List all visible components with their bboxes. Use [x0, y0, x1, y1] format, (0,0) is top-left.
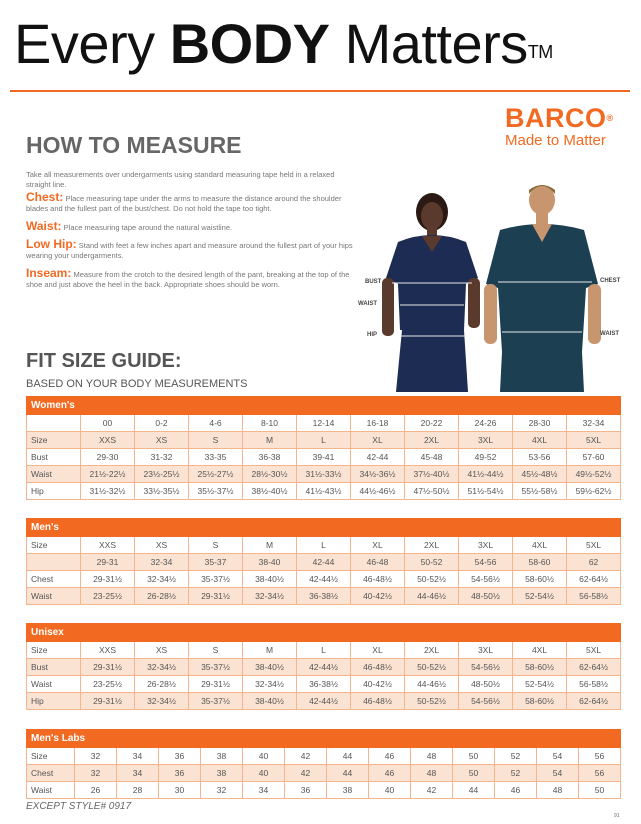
table-cell: 38	[201, 765, 243, 782]
table-cell: 35-37	[189, 554, 243, 571]
table-cell: 42	[411, 782, 453, 799]
table-cell: 50	[453, 765, 495, 782]
row-label-cell: Waist	[27, 588, 81, 605]
table-cell: 3XL	[459, 642, 513, 659]
table-cell: XXS	[81, 432, 135, 449]
table-cell: 3XL	[459, 537, 513, 554]
row-label-cell	[27, 554, 81, 571]
mens-size-table	[26, 518, 621, 605]
table-cell: 31½-33½	[297, 466, 351, 483]
table-cell: XS	[135, 432, 189, 449]
table-cell: 36-38½	[297, 588, 351, 605]
table-cell: 58-60½	[513, 659, 567, 676]
measure-waist	[26, 219, 356, 233]
barco-logo	[505, 104, 614, 150]
table-cell: 32-34½	[243, 588, 297, 605]
table-cell: 40	[369, 782, 411, 799]
table-cell: 45½-48½	[513, 466, 567, 483]
table-row	[27, 449, 621, 466]
table-cell: L	[297, 642, 351, 659]
table-cell: 48	[537, 782, 579, 799]
table-cell: 50-52½	[405, 659, 459, 676]
table-cell: 29-31½	[81, 571, 135, 588]
table-cell: 50-52½	[405, 693, 459, 710]
table-cell: 50-52½	[405, 571, 459, 588]
table-cell: 52	[495, 748, 537, 765]
table-cell: 58-60	[513, 554, 567, 571]
table-cell: XL	[351, 537, 405, 554]
table-cell: 20-22	[405, 415, 459, 432]
mens-table-title: Men's	[27, 519, 621, 537]
measure-inseam	[26, 266, 356, 289]
table-cell: 31½-32½	[81, 483, 135, 500]
table-cell: 36	[285, 782, 327, 799]
table-cell: 34½-36½	[351, 466, 405, 483]
table-cell: L	[297, 432, 351, 449]
table-cell: 38	[327, 782, 369, 799]
measure-text: Measure from the crotch to the desired length of the pant, breaking at the top of the shoe and just above the heel in the back. Appropriate shoes should be worn.	[26, 270, 350, 289]
table-cell: 34	[243, 782, 285, 799]
row-label-cell: Chest	[27, 571, 81, 588]
row-label-cell: Chest	[27, 765, 75, 782]
table-cell: 23-25½	[81, 676, 135, 693]
table-cell: 34	[117, 765, 159, 782]
table-cell: 32-34	[567, 415, 621, 432]
table-row	[27, 748, 621, 765]
table-cell: 38-40½	[243, 571, 297, 588]
table-cell: 40-42½	[351, 588, 405, 605]
table-cell: 58-60½	[513, 571, 567, 588]
label-waist-left: WAIST	[358, 301, 377, 307]
table-cell: 4-6	[189, 415, 243, 432]
row-label-cell: Hip	[27, 483, 81, 500]
table-cell: 21½-22½	[81, 466, 135, 483]
row-label-cell: Waist	[27, 782, 75, 799]
table-cell: 54-56	[459, 554, 513, 571]
table-cell: 42	[285, 765, 327, 782]
page-number: 91	[614, 813, 620, 819]
table-cell: 36	[159, 748, 201, 765]
row-label-cell	[27, 415, 81, 432]
table-cell: 38½-40½	[243, 483, 297, 500]
table-cell: 46-48½	[351, 571, 405, 588]
table-cell: 46-48½	[351, 659, 405, 676]
table-cell: 50-52	[405, 554, 459, 571]
table-cell: 42-44½	[297, 659, 351, 676]
table-cell: 56	[579, 765, 621, 782]
measure-text: Place measuring tape around the natural waistline.	[63, 223, 233, 232]
table-cell: XL	[351, 642, 405, 659]
womens-size-table	[26, 396, 621, 500]
table-cell: 29-31½	[81, 659, 135, 676]
table-cell: 29-31½	[189, 676, 243, 693]
row-label-cell: Waist	[27, 466, 81, 483]
table-cell: 42	[285, 748, 327, 765]
table-cell: S	[189, 642, 243, 659]
woman-model	[382, 193, 480, 392]
table-row	[27, 782, 621, 799]
table-cell: 35-37½	[189, 659, 243, 676]
table-cell: S	[189, 537, 243, 554]
table-cell: 56-58½	[567, 676, 621, 693]
table-cell: 23-25½	[81, 588, 135, 605]
table-cell: 54-56½	[459, 693, 513, 710]
table-cell: 42-44½	[297, 571, 351, 588]
table-cell: 28	[117, 782, 159, 799]
table-cell: 42-44½	[297, 693, 351, 710]
table-row	[27, 659, 621, 676]
table-cell: M	[243, 537, 297, 554]
table-cell: 36	[159, 765, 201, 782]
headline	[14, 12, 553, 76]
headline-matters: Matters	[344, 12, 528, 75]
row-label-cell: Waist	[27, 676, 81, 693]
except-note: EXCEPT STYLE# 0917	[26, 801, 132, 812]
row-label-cell: Bust	[27, 659, 81, 676]
table-cell: 35½-37½	[189, 483, 243, 500]
table-cell: 32-34½	[135, 571, 189, 588]
measure-chest	[26, 190, 356, 213]
table-cell: XL	[351, 432, 405, 449]
table-cell: 38-40½	[243, 659, 297, 676]
table-cell: 32-34	[135, 554, 189, 571]
row-label-cell: Size	[27, 642, 81, 659]
table-cell: 26-28½	[135, 676, 189, 693]
row-label-cell: Hip	[27, 693, 81, 710]
headline-body: BODY	[169, 12, 330, 75]
table-cell: M	[243, 642, 297, 659]
table-cell: 32-34½	[135, 659, 189, 676]
measure-term: Waist:	[26, 219, 62, 233]
table-cell: 41½-44½	[459, 466, 513, 483]
table-cell: 29-31½	[189, 588, 243, 605]
table-cell: 12-14	[297, 415, 351, 432]
table-cell: 00	[81, 415, 135, 432]
table-cell: 50	[579, 782, 621, 799]
row-label-cell: Size	[27, 537, 81, 554]
table-cell: 56	[579, 748, 621, 765]
models-illustration	[360, 180, 630, 392]
table-cell: 58-60½	[513, 693, 567, 710]
table-cell: 44	[327, 748, 369, 765]
table-cell: 16-18	[351, 415, 405, 432]
table-cell: S	[189, 432, 243, 449]
table-cell: 46	[369, 765, 411, 782]
table-cell: 5XL	[567, 642, 621, 659]
table-cell: 46-48½	[351, 693, 405, 710]
table-cell: 36-38	[243, 449, 297, 466]
womens-table-title: Women's	[27, 397, 621, 415]
table-cell: 40	[243, 748, 285, 765]
table-cell: 62	[567, 554, 621, 571]
table-cell: 29-31	[81, 554, 135, 571]
logo-brand: BARCO	[505, 103, 607, 133]
table-cell: 53-56	[513, 449, 567, 466]
table-cell: 5XL	[567, 432, 621, 449]
table-cell: 54	[537, 765, 579, 782]
table-cell: 39-41	[297, 449, 351, 466]
table-row	[27, 415, 621, 432]
table-cell: 49½-52½	[567, 466, 621, 483]
row-label-cell: Size	[27, 748, 75, 765]
table-cell: 24-26	[459, 415, 513, 432]
trademark: TM	[527, 42, 553, 62]
table-cell: 3XL	[459, 432, 513, 449]
table-cell: 46	[495, 782, 537, 799]
unisex-table-title: Unisex	[27, 624, 621, 642]
logo-reg: ®	[606, 113, 614, 123]
table-cell: 48	[411, 748, 453, 765]
mens-labs-table-title: Men's Labs	[27, 730, 621, 748]
table-cell: 2XL	[405, 537, 459, 554]
table-cell: 32	[75, 748, 117, 765]
row-label-cell: Bust	[27, 449, 81, 466]
table-cell: 37½-40½	[405, 466, 459, 483]
table-cell: 29-30	[81, 449, 135, 466]
table-cell: 48-50½	[459, 588, 513, 605]
label-bust: BUST	[365, 279, 382, 285]
fit-size-guide-title: FIT SIZE GUIDE:	[26, 350, 182, 372]
table-cell: XS	[135, 642, 189, 659]
table-cell: 62-64½	[567, 693, 621, 710]
table-row	[27, 588, 621, 605]
table-cell: 33½-35½	[135, 483, 189, 500]
table-cell: 40-42½	[351, 676, 405, 693]
models-figure	[360, 180, 630, 392]
table-cell: 35-37½	[189, 693, 243, 710]
table-row	[27, 466, 621, 483]
table-cell: L	[297, 537, 351, 554]
measure-low-hip	[26, 237, 356, 260]
table-cell: 48	[411, 765, 453, 782]
table-cell: 44-46½	[405, 588, 459, 605]
table-cell: 41½-43½	[297, 483, 351, 500]
table-cell: 48-50½	[459, 676, 513, 693]
table-cell: 28½-30½	[243, 466, 297, 483]
table-cell: 42-44	[351, 449, 405, 466]
table-row	[27, 642, 621, 659]
table-cell: 4XL	[513, 537, 567, 554]
table-cell: 38-40	[243, 554, 297, 571]
header-divider	[10, 90, 630, 92]
table-cell: XXS	[81, 537, 135, 554]
table-cell: 4XL	[513, 432, 567, 449]
table-cell: 32-34½	[243, 676, 297, 693]
table-cell: 26	[75, 782, 117, 799]
table-row	[27, 432, 621, 449]
table-cell: 44	[453, 782, 495, 799]
table-row	[27, 537, 621, 554]
table-cell: 34	[117, 748, 159, 765]
table-cell: 52-54½	[513, 676, 567, 693]
table-cell: 35-37½	[189, 571, 243, 588]
table-cell: 44½-46½	[351, 483, 405, 500]
table-row	[27, 554, 621, 571]
table-cell: 45-48	[405, 449, 459, 466]
table-cell: 54	[537, 748, 579, 765]
table-cell: 54-56½	[459, 571, 513, 588]
table-row	[27, 571, 621, 588]
fit-size-guide-subtitle: BASED ON YOUR BODY MEASUREMENTS	[26, 378, 248, 390]
mens-labs-size-table	[26, 729, 621, 799]
table-cell: 59½-62½	[567, 483, 621, 500]
table-cell: 23½-25½	[135, 466, 189, 483]
table-cell: 33-35	[189, 449, 243, 466]
table-row	[27, 693, 621, 710]
table-cell: 56-58½	[567, 588, 621, 605]
measure-term: Inseam:	[26, 266, 72, 280]
table-row	[27, 483, 621, 500]
table-cell: 28-30	[513, 415, 567, 432]
table-cell: XXS	[81, 642, 135, 659]
headline-every: Every	[14, 12, 155, 75]
table-cell: 2XL	[405, 432, 459, 449]
table-cell: 38-40½	[243, 693, 297, 710]
table-cell: 38	[201, 748, 243, 765]
table-cell: 30	[159, 782, 201, 799]
table-cell: 40	[243, 765, 285, 782]
how-to-measure-intro: Take all measurements over undergarments using standard measuring tape held in a relaxed straight line.	[26, 170, 335, 189]
measure-term: Low Hip:	[26, 237, 77, 251]
table-cell: 44	[327, 765, 369, 782]
table-cell: 44-46½	[405, 676, 459, 693]
label-chest: CHEST	[600, 278, 621, 284]
table-row	[27, 676, 621, 693]
table-cell: 54-56½	[459, 659, 513, 676]
table-cell: 42-44	[297, 554, 351, 571]
table-cell: 46	[369, 748, 411, 765]
table-cell: 47½-50½	[405, 483, 459, 500]
table-cell: 51½-54½	[459, 483, 513, 500]
table-cell: 50	[453, 748, 495, 765]
table-cell: 8-10	[243, 415, 297, 432]
table-cell: 26-28½	[135, 588, 189, 605]
table-cell: 52	[495, 765, 537, 782]
label-hip: HIP	[367, 332, 378, 338]
table-cell: 32-34½	[135, 693, 189, 710]
table-cell: 32	[201, 782, 243, 799]
table-cell: 4XL	[513, 642, 567, 659]
table-cell: 32	[75, 765, 117, 782]
table-cell: M	[243, 432, 297, 449]
label-waist-right: WAIST	[600, 331, 619, 337]
unisex-size-table	[26, 623, 621, 710]
table-cell: 29-31½	[81, 693, 135, 710]
table-cell: 49-52	[459, 449, 513, 466]
logo-tagline: Made to Matter	[505, 132, 606, 149]
table-cell: 0-2	[135, 415, 189, 432]
table-cell: 62-64½	[567, 571, 621, 588]
measure-text: Place measuring tape under the arms to measure the distance around the shoulder blades and the fullest part of the bust/chest. Do not hold the tape too tight.	[26, 194, 342, 213]
row-label-cell: Size	[27, 432, 81, 449]
table-cell: 31-32	[135, 449, 189, 466]
man-model	[484, 185, 601, 392]
table-cell: 62-64½	[567, 659, 621, 676]
measure-term: Chest:	[26, 190, 64, 204]
measure-text: Stand with feet a few inches apart and measure around the fullest part of your hips wearing your undergarments.	[26, 241, 353, 260]
table-cell: 5XL	[567, 537, 621, 554]
table-cell: 2XL	[405, 642, 459, 659]
table-cell: 36-38½	[297, 676, 351, 693]
table-cell: 52-54½	[513, 588, 567, 605]
table-row	[27, 765, 621, 782]
table-cell: XS	[135, 537, 189, 554]
table-cell: 55½-58½	[513, 483, 567, 500]
table-cell: 25½-27½	[189, 466, 243, 483]
how-to-measure-title: HOW TO MEASURE	[26, 132, 242, 158]
table-cell: 46-48	[351, 554, 405, 571]
table-cell: 57-60	[567, 449, 621, 466]
